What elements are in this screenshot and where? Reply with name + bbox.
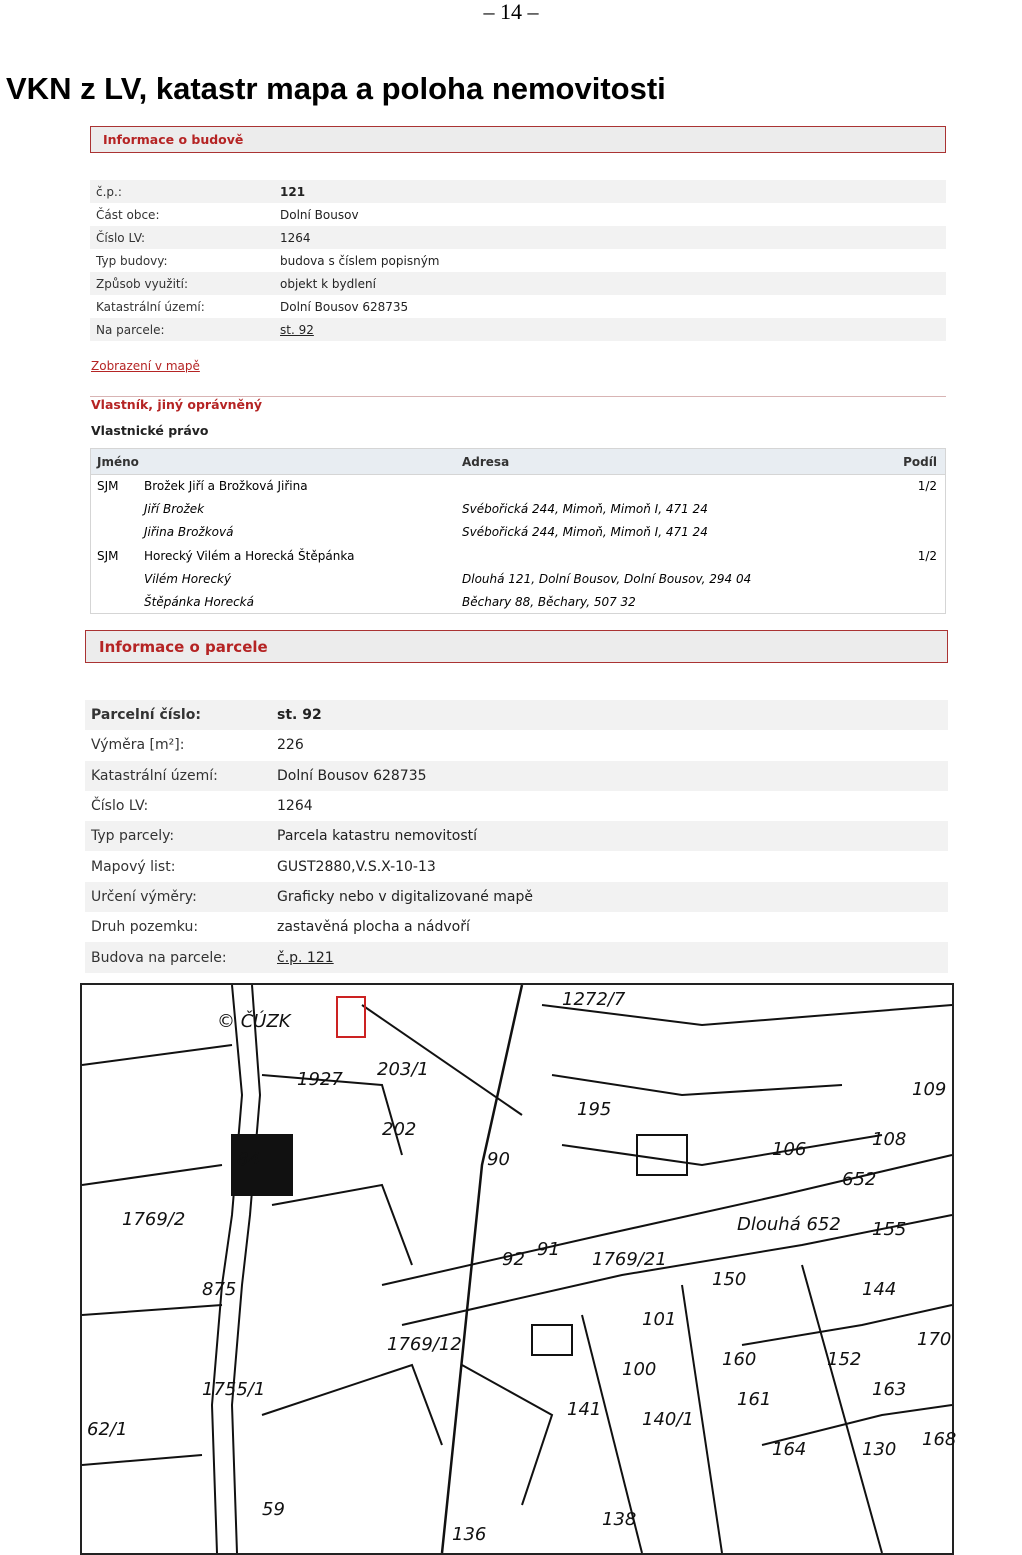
parcel-field-label: Typ parcely: bbox=[85, 821, 271, 851]
building-field-row bbox=[90, 249, 946, 272]
col-address-header: Adresa bbox=[462, 455, 510, 469]
building-field-label: Číslo LV: bbox=[90, 226, 274, 249]
building-field-row bbox=[90, 226, 946, 249]
map-parcel-label: 91 bbox=[537, 1239, 560, 1260]
building-field-value: objekt k bydlení bbox=[274, 272, 946, 295]
map-parcel-label: 1769/21 bbox=[592, 1249, 667, 1270]
parcel-field-value: GUST2880,V.S.X-10-13 bbox=[277, 858, 436, 875]
owner-name: Štěpánka Horecká bbox=[144, 594, 254, 609]
building-field-label: Část obce: bbox=[96, 207, 160, 222]
owner-address: Běchary 88, Běchary, 507 32 bbox=[462, 594, 636, 609]
map-parcel-label: 101 bbox=[642, 1309, 677, 1330]
parcel-field-label: Mapový list: bbox=[91, 858, 176, 875]
parcel-field-row bbox=[85, 851, 948, 881]
map-parcel-label: 1769/2 bbox=[122, 1209, 186, 1230]
building-field-value: 1264 bbox=[274, 226, 946, 249]
building-info-table bbox=[90, 180, 946, 341]
map-parcel-label: 170 bbox=[917, 1329, 952, 1350]
building-field-label: Katastrální území: bbox=[96, 299, 205, 314]
map-boundary bbox=[262, 1365, 442, 1445]
rights-heading: Vlastnické právo bbox=[91, 423, 209, 438]
map-copyright: © ČÚZK bbox=[217, 1011, 291, 1032]
map-parcel-label: 130 bbox=[862, 1439, 897, 1460]
parcel-header-label: Informace o parcele bbox=[99, 637, 268, 656]
map-parcel-label: 202 bbox=[382, 1119, 417, 1140]
map-boundary bbox=[802, 1265, 882, 1553]
map-road-line bbox=[212, 985, 242, 1553]
owner-share: 1/2 bbox=[917, 479, 937, 493]
owner-row bbox=[91, 498, 945, 521]
map-boundary bbox=[552, 1075, 842, 1095]
owner-type: SJM bbox=[97, 479, 119, 493]
map-parcel-label: 1769/12 bbox=[387, 1334, 462, 1355]
cadastral-map-drawing bbox=[82, 985, 957, 1553]
building-field-value: Dolní Bousov bbox=[280, 207, 359, 222]
map-boundary bbox=[272, 1185, 412, 1265]
map-parcel-label: 152 bbox=[827, 1349, 862, 1370]
map-parcel-label: 100 bbox=[622, 1359, 657, 1380]
owner-row bbox=[91, 545, 945, 568]
map-parcel-label: 203/1 bbox=[377, 1059, 429, 1080]
building-field-value: 121 bbox=[274, 180, 946, 203]
building-field-row bbox=[90, 318, 946, 341]
parcel-field-row bbox=[85, 942, 948, 972]
map-parcel-label: 90 bbox=[487, 1149, 510, 1170]
map-building bbox=[637, 1135, 687, 1175]
map-parcel-label: 109 bbox=[912, 1079, 947, 1100]
parcel-field-row bbox=[85, 761, 948, 791]
document-title: VKN z LV, katastr mapa a poloha nemovitosti bbox=[6, 71, 666, 106]
map-parcel-label: 59 bbox=[262, 1499, 285, 1520]
map-parcel-label: 62/1 bbox=[87, 1419, 128, 1440]
parcel-field-row bbox=[85, 912, 948, 942]
owner-name: Brožek Jiří a Brožková Jiřina bbox=[144, 479, 308, 493]
owner-address: Svébořická 244, Mimoň, Mimoň I, 471 24 bbox=[462, 502, 708, 517]
owner-name: Jiřina Brožková bbox=[144, 525, 234, 540]
highlighted-parcel bbox=[337, 997, 365, 1037]
building-field-label: Na parcele: bbox=[90, 318, 274, 341]
map-boundary bbox=[462, 1365, 552, 1505]
map-parcel-label: 108 bbox=[872, 1129, 907, 1150]
map-parcel-label: 150 bbox=[712, 1269, 747, 1290]
page-number: – 14 – bbox=[483, 0, 539, 24]
map-road-line bbox=[232, 985, 260, 1553]
map-building bbox=[532, 1325, 572, 1355]
col-name-header: Jméno bbox=[97, 455, 139, 469]
map-parcel-label: 141 bbox=[567, 1399, 602, 1420]
map-street-label: Dlouhá 652 bbox=[737, 1214, 841, 1235]
building-header-label: Informace o budově bbox=[103, 132, 244, 147]
parcel-field-value: 1264 bbox=[277, 798, 313, 815]
map-parcel-label: 168 bbox=[922, 1429, 957, 1450]
parcel-field-value: Dolní Bousov 628735 bbox=[271, 761, 948, 791]
owner-row bbox=[91, 475, 945, 498]
building-field-row bbox=[90, 203, 946, 226]
parcel-field-label: Budova na parcele: bbox=[85, 942, 271, 972]
owner-row bbox=[91, 521, 945, 544]
map-parcel-label: 163 bbox=[872, 1379, 907, 1400]
map-parcel-label: 164 bbox=[772, 1439, 807, 1460]
building-field-row bbox=[90, 180, 946, 203]
owner-name: Horecký Vilém a Horecká Štěpánka bbox=[144, 548, 355, 563]
map-boundary bbox=[82, 1455, 202, 1465]
parcel-field-row bbox=[85, 730, 948, 760]
parcel-field-value: st. 92 bbox=[271, 700, 948, 730]
map-boundary bbox=[562, 1135, 882, 1165]
map-parcel-label: 144 bbox=[862, 1279, 897, 1300]
owner-name: Vilém Horecký bbox=[144, 571, 232, 586]
col-share-header: Podíl bbox=[903, 455, 937, 469]
map-street-edge bbox=[402, 1215, 952, 1325]
parcel-field-label: Výměra [m²]: bbox=[91, 737, 185, 754]
map-parcel-label: 195 bbox=[577, 1099, 612, 1120]
owners-heading: Vlastník, jiný oprávněný bbox=[91, 397, 263, 412]
building-field-row bbox=[90, 295, 946, 318]
owner-row bbox=[91, 568, 945, 591]
map-parcel-label: 1755/1 bbox=[202, 1379, 266, 1400]
map-parcel-label: 138 bbox=[602, 1509, 637, 1530]
building-field-label: č.p.: bbox=[90, 180, 274, 203]
building-field-value[interactable]: st. 92 bbox=[274, 318, 946, 341]
owner-name: Jiří Brožek bbox=[144, 502, 205, 517]
map-parcel-label: 1927 bbox=[297, 1069, 343, 1090]
map-parcel-label: 155 bbox=[872, 1219, 907, 1240]
owner-row bbox=[91, 591, 945, 614]
map-boundary bbox=[82, 1305, 222, 1315]
parcel-info-table bbox=[85, 700, 948, 973]
map-parcel-label: 875 bbox=[202, 1279, 237, 1300]
map-view-link[interactable]: Zobrazení v mapě bbox=[91, 359, 200, 373]
parcel-field-value: 226 bbox=[277, 737, 304, 754]
map-parcel-label: 84 bbox=[237, 1149, 260, 1170]
map-boundary bbox=[82, 1165, 222, 1185]
map-parcel-label: 106 bbox=[772, 1139, 807, 1160]
parcel-field-value: Graficky nebo v digitalizované mapě bbox=[271, 882, 948, 912]
parcel-field-label: Druh pozemku: bbox=[91, 919, 199, 936]
map-boundary bbox=[82, 1045, 232, 1065]
owner-address: Svébořická 244, Mimoň, Mimoň I, 471 24 bbox=[462, 525, 708, 540]
parcel-field-label: Katastrální území: bbox=[85, 761, 271, 791]
map-parcel-label: 161 bbox=[737, 1389, 772, 1410]
parcel-field-value[interactable]: č.p. 121 bbox=[271, 942, 948, 972]
building-field-label: Typ budovy: bbox=[96, 253, 168, 268]
map-parcel-label: 92 bbox=[502, 1249, 525, 1270]
owners-table bbox=[90, 448, 946, 614]
map-parcel-label: 140/1 bbox=[642, 1409, 694, 1430]
parcel-field-row bbox=[85, 791, 948, 821]
parcel-field-value: zastavěná plocha a nádvoří bbox=[277, 919, 470, 936]
parcel-field-value: Parcela katastru nemovitostí bbox=[271, 821, 948, 851]
owners-rule bbox=[90, 396, 946, 397]
map-parcel-label: 160 bbox=[722, 1349, 757, 1370]
cadastral-map[interactable] bbox=[80, 983, 957, 1555]
parcel-field-label: Číslo LV: bbox=[91, 798, 149, 815]
parcel-section-header bbox=[85, 630, 948, 663]
parcel-field-row bbox=[85, 882, 948, 912]
parcel-field-row bbox=[85, 821, 948, 851]
building-field-row bbox=[90, 272, 946, 295]
parcel-field-row bbox=[85, 700, 948, 730]
building-field-value: Dolní Bousov 628735 bbox=[280, 299, 409, 314]
building-field-label: Způsob využití: bbox=[90, 272, 274, 295]
owners-table-header bbox=[91, 449, 945, 475]
owner-share: 1/2 bbox=[917, 548, 937, 563]
map-parcel-label: 652 bbox=[842, 1169, 877, 1190]
building-field-value: budova s číslem popisným bbox=[280, 253, 440, 268]
parcel-field-label: Určení výměry: bbox=[85, 882, 271, 912]
map-parcel-label: 1272/7 bbox=[562, 989, 626, 1010]
owner-address: Dlouhá 121, Dolní Bousov, Dolní Bousov, 294 04 bbox=[462, 571, 752, 586]
parcel-field-label: Parcelní číslo: bbox=[85, 700, 271, 730]
building-section-header bbox=[90, 126, 946, 153]
map-parcel-label: 136 bbox=[452, 1524, 487, 1545]
owner-type: SJM bbox=[97, 548, 119, 563]
